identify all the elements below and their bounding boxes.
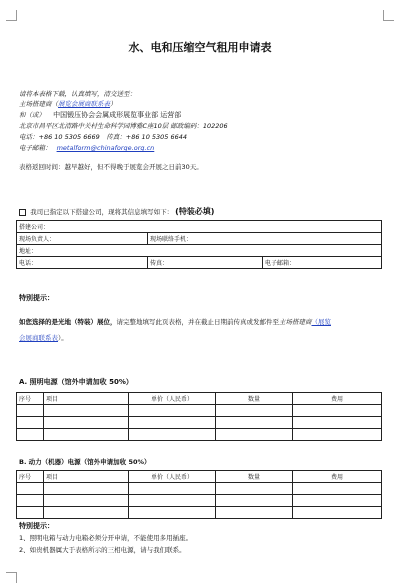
- onsite-person-field[interactable]: 现场负责人：: [17, 233, 148, 245]
- address-line: 北京市昌平区北清路中关村生命科学园博雅C座10层 邮政编码：102206: [19, 122, 228, 130]
- col-header: 费用: [293, 471, 382, 483]
- checkbox[interactable]: [19, 209, 26, 216]
- exhibitor-contact-link[interactable]: 展览会展商联系表: [58, 100, 110, 108]
- onsite-mobile-field[interactable]: 现场联络手机：: [148, 233, 382, 245]
- table-cell[interactable]: [216, 507, 293, 519]
- table-cell[interactable]: [293, 495, 382, 507]
- table-cell[interactable]: [293, 507, 382, 519]
- notice2-item: 1、照明电箱与动力电箱必须分开申请，不能使用多用插座。: [19, 534, 193, 542]
- notice-close: ）。: [58, 334, 68, 342]
- org-name: 中国锻压协会会属成形展览事业部 运营部: [53, 111, 182, 119]
- table-cell[interactable]: [293, 429, 382, 441]
- table-header-row: [17, 393, 382, 405]
- col-header: 序号: [17, 393, 44, 405]
- col-header: 数量: [216, 471, 293, 483]
- required-note: (特装必填): [175, 207, 215, 216]
- fax-field[interactable]: 传真：: [148, 257, 263, 269]
- col-header: 项目: [44, 471, 129, 483]
- intro-line: 请将本表格下载，认真填写，清交送至：: [19, 90, 136, 98]
- table-cell[interactable]: [44, 405, 129, 417]
- declaration-text: 我司已指定以下搭建公司，现将其信息填写如下：: [30, 208, 174, 216]
- and-label: 和（或）: [19, 111, 45, 119]
- notice-body: 请完整地填写此页表格，并在截止日期前传真或发邮件至: [116, 318, 279, 326]
- table-cell[interactable]: [129, 507, 216, 519]
- table-header-row: [17, 471, 382, 483]
- contact-close: ）: [110, 100, 117, 108]
- table-cell[interactable]: [17, 483, 44, 495]
- phone-field[interactable]: 电话：: [17, 257, 148, 269]
- table-cell[interactable]: [44, 483, 129, 495]
- notice2-item: 2、如贵机器属大于表格所示的三相电源，请与我们联系。: [19, 546, 186, 554]
- col-header: 项目: [44, 393, 129, 405]
- table-cell[interactable]: [129, 429, 216, 441]
- notice-text-cont: [19, 334, 68, 342]
- table-cell[interactable]: [216, 483, 293, 495]
- document-title: 水、电和压缩空气租用申请表: [128, 41, 272, 54]
- notice-link-part1[interactable]: （展览: [311, 318, 331, 326]
- notice-builder: 主场搭建商: [279, 318, 312, 326]
- table-cell[interactable]: [17, 417, 44, 429]
- address-field[interactable]: 地址：: [17, 245, 382, 257]
- table-cell[interactable]: [44, 495, 129, 507]
- section-a-table: [16, 392, 382, 441]
- table-row: [17, 245, 382, 257]
- org-line: [19, 111, 181, 119]
- notice-bold: 如您选择的是光地（特装）展位，: [19, 318, 117, 326]
- col-header: 费用: [293, 393, 382, 405]
- col-header: 单价（人民币）: [129, 393, 216, 405]
- table-cell[interactable]: [129, 417, 216, 429]
- table-row: [17, 405, 382, 417]
- builder-info-table: [16, 220, 382, 269]
- table-row: [17, 221, 382, 233]
- col-header: 单价（人民币）: [129, 471, 216, 483]
- table-cell[interactable]: [17, 405, 44, 417]
- declaration-line: [19, 208, 214, 216]
- table-cell[interactable]: [216, 405, 293, 417]
- table-cell[interactable]: [44, 429, 129, 441]
- table-cell[interactable]: [216, 495, 293, 507]
- table-cell[interactable]: [293, 417, 382, 429]
- table-cell[interactable]: [129, 495, 216, 507]
- page-corner-mark: [383, 10, 394, 21]
- table-row: [17, 429, 382, 441]
- deadline-line: 表格返回时间：越早越好，但不得晚于展览会开展之日前30天。: [19, 163, 203, 171]
- contact-line: [19, 100, 117, 108]
- table-cell[interactable]: [17, 495, 44, 507]
- table-row: [17, 507, 382, 519]
- table-cell[interactable]: [44, 507, 129, 519]
- notice2-heading: 特别提示：: [19, 522, 54, 530]
- table-row: [17, 257, 382, 269]
- notice-text: [19, 318, 331, 326]
- section-a-title: A. 照明电源（馆外申请加收 50%）: [19, 378, 133, 386]
- section-b-table: [16, 470, 382, 519]
- page-corner-mark: [6, 10, 17, 21]
- table-cell[interactable]: [293, 405, 382, 417]
- table-cell[interactable]: [17, 429, 44, 441]
- page-corner-mark: [6, 572, 17, 583]
- email-line: [19, 144, 154, 152]
- contact-label: 主场搭建商（: [19, 100, 58, 108]
- notice-link-part2[interactable]: 会展商联系表: [19, 334, 58, 342]
- table-cell[interactable]: [216, 429, 293, 441]
- table-row: [17, 495, 382, 507]
- table-cell[interactable]: [129, 483, 216, 495]
- table-cell[interactable]: [216, 417, 293, 429]
- col-header: 序号: [17, 471, 44, 483]
- phone-line: 电话：+86 10 5305 6669 传真：+86 10 5305 6644: [19, 133, 188, 141]
- email-field[interactable]: 电子邮箱：: [263, 257, 382, 269]
- section-b-title: B. 动力（机器）电源（馆外申请加收 50%）: [19, 458, 151, 466]
- col-header: 数量: [216, 393, 293, 405]
- email-label: 电子邮箱：: [19, 144, 52, 152]
- table-cell[interactable]: [293, 483, 382, 495]
- table-cell[interactable]: [17, 507, 44, 519]
- table-row: [17, 233, 382, 245]
- email-link[interactable]: metalform@chinaforge.org.cn: [56, 144, 155, 152]
- table-row: [17, 417, 382, 429]
- table-cell[interactable]: [44, 417, 129, 429]
- table-row: [17, 483, 382, 495]
- builder-field[interactable]: 搭建公司：: [17, 221, 382, 233]
- table-cell[interactable]: [129, 405, 216, 417]
- notice-heading: 特别提示：: [19, 294, 54, 302]
